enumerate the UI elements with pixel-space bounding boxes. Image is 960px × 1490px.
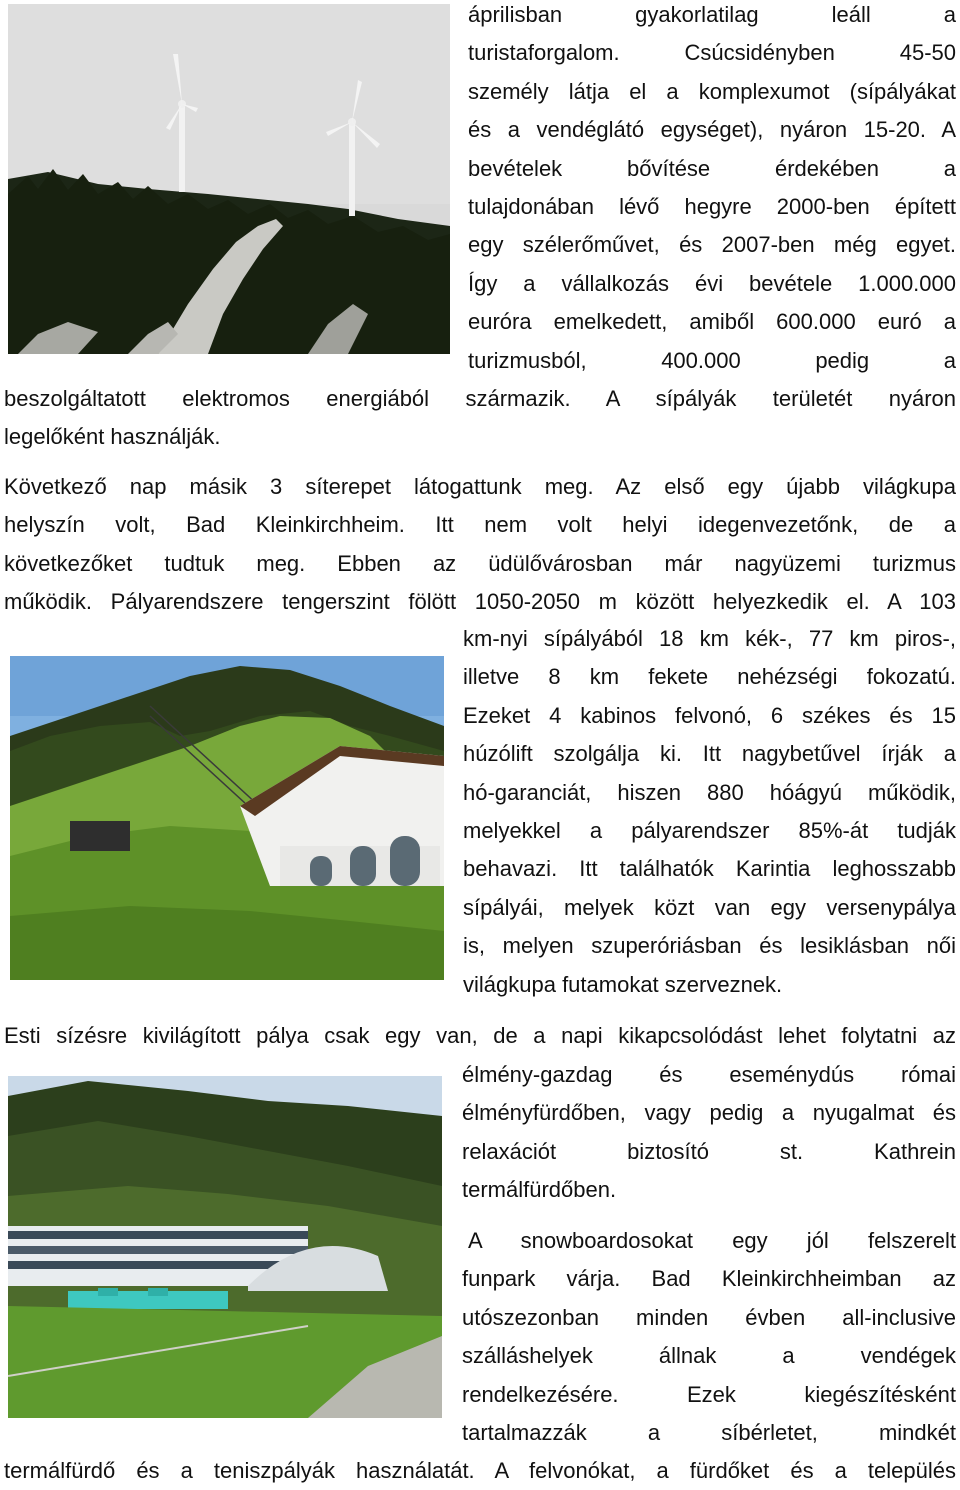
text-line: helyszín volt, Bad Kleinkirchheim. Itt nem volt helyi idegenvezetőnk, de a [4,512,956,538]
paragraph-1-right-column [468,0,956,380]
paragraph-4-right-column [462,1222,956,1452]
text-line: beszolgáltatott elektromos energiából származik. A sípályák területét nyáron [4,386,956,411]
wind-turbine-mountain-photo [8,4,450,354]
text-line: termálfürdő és a teniszpályák használatát. A felvonókat, a fürdőket és a település [4,1458,956,1483]
text-line: turistaforgalom. Csúcsidényben 45-50 [468,40,956,66]
text-line: élmény-gazdag és eseménydús római [462,1062,956,1087]
text-line: sípályái, melyek közt van egy versenypálya [463,894,956,920]
paragraph-3-full-width [4,1017,956,1055]
paragraph-2-full-width [4,468,956,622]
text-line: Ezeket 4 kabinos felvonó, 6 székes és 15 [463,702,956,728]
text-line: szálláshelyek állnak a vendégek [462,1343,956,1369]
text-line: funpark várja. Bad Kleinkirchheimban az [462,1266,956,1292]
text-line: Így a vállalkozás évi bevétele 1.000.000 [468,270,956,296]
thermal-bath-photo [8,1076,442,1418]
text-line: Esti sízésre kivilágított pálya csak egy van, de a napi kikapcsolódást lehet folytatni az [4,1023,956,1048]
text-line: euróra emelkedett, amiből 600.000 euró a [468,309,956,335]
text-line: világkupa futamokat szerveznek. [463,971,783,997]
text-line: húzólift szolgálja ki. Itt nagybetűvel írják a [463,741,956,767]
text-line: áprilisban gyakorlatilag leáll a [468,2,956,27]
text-line: legelőként használják. [4,424,221,450]
wind-turbine-icon [8,4,450,354]
text-line: A snowboardosokat egy jól felszerelt [468,1228,956,1253]
text-line: utószezonban minden évben all-inclusive [462,1304,956,1330]
text-line: tulajdonában lévő hegyre 2000-ben épített [468,193,956,219]
text-line: behavazi. Itt találhatók Karintia leghosszabb [463,856,956,882]
paragraph-3-right-column [462,1056,956,1210]
text-line: km-nyi sípályából 18 km kék-, 77 km piros-, [463,626,956,651]
text-line: élményfürdőben, vagy pedig a nyugalmat és [462,1100,956,1126]
text-line: személy látja el a komplexumot (sípályákat [468,78,956,104]
text-line: melyekkel a pályarendszer 85%-át tudják [463,817,956,843]
paragraph-1-full-width [4,380,956,457]
text-line: egy szélerőművet, és 2007-ben még egyet. [468,232,956,258]
text-line: következőket tudtuk meg. Ebben az üdülővárosban már nagyüzemi turizmus [4,550,956,576]
text-line: rendelkezésére. Ezek kiegészítésként [462,1381,956,1407]
text-line: hó-garanciát, hiszen 880 hóágyú működik, [463,779,956,805]
text-line: is, melyen szuperóriásban és lesiklásban női [463,933,956,959]
text-line: tartalmazzák a síbérletet, mindkét [462,1419,956,1445]
text-line: relaxációt biztosító st. Kathrein [462,1138,956,1164]
gondola-station-icon [10,656,444,980]
thermal-bath-icon [8,1076,442,1418]
text-line: termálfürdőben. [462,1177,617,1203]
paragraph-2-right-column [463,620,956,1004]
text-line: és a vendéglátó egységet), nyáron 15-20. A [468,117,956,143]
text-line: működik. Pályarendszere tengerszint fölött 1050-2050 m között helyezkedik el. A 103 [4,589,956,615]
text-line: illetve 8 km fekete nehézségi fokozatú. [463,664,956,690]
text-line: Következő nap másik 3 síterepet látogattunk meg. Az első egy újabb világkupa [4,474,956,499]
gondola-station-photo [10,656,444,980]
paragraph-4-full-width [4,1452,956,1490]
text-line: turizmusból, 400.000 pedig a [468,347,956,373]
text-line: bevételek bővítése érdekében a [468,155,956,181]
